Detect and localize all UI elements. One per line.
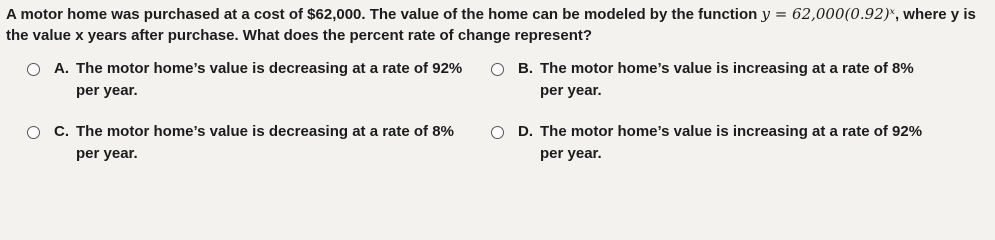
question-part-1: A motor home was purchased at a cost of $62,000. The value of the home can be modeled by the function [6, 6, 762, 23]
radio-b[interactable] [491, 63, 504, 76]
question-part-3: the value x years after purchase. What does the percent rate of change represent? [6, 27, 593, 44]
choice-c-line2: per year. [76, 145, 138, 162]
choice-a-letter: A. [54, 60, 69, 77]
choice-d-letter: D. [518, 123, 533, 140]
choice-c-line1: The motor home’s value is decreasing at a rate of 8% [76, 123, 454, 140]
choice-d-line1: The motor home’s value is increasing at a rate of 92% [540, 123, 923, 140]
choice-b-line1: The motor home’s value is increasing at a rate of 8% [540, 60, 914, 77]
choice-a-line2: per year. [76, 82, 138, 99]
question-text [6, 4, 991, 46]
choice-d[interactable] [491, 121, 986, 165]
radio-c[interactable] [27, 126, 40, 139]
choice-b-letter: B. [518, 60, 533, 77]
choice-d-line2: per year. [540, 145, 602, 162]
choice-a-line1: The motor home’s value is decreasing at a rate of 92% [76, 60, 463, 77]
choice-b-line2: per year. [540, 82, 602, 99]
choice-b[interactable] [491, 58, 986, 102]
choice-c-letter: C. [54, 123, 69, 140]
radio-a[interactable] [27, 63, 40, 76]
function-formula: y = 62,000(0.92)ˣ [761, 5, 895, 23]
radio-d[interactable] [491, 126, 504, 139]
question-part-2: , where y is [894, 6, 976, 23]
choice-a[interactable] [27, 58, 487, 102]
choice-c[interactable] [27, 121, 487, 165]
